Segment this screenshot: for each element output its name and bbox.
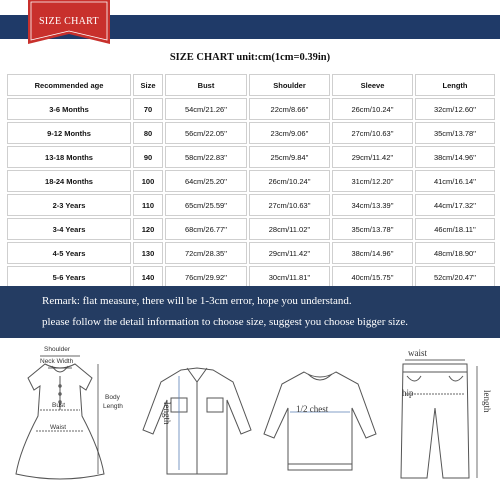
table-row	[7, 170, 495, 192]
cell-shoulder: 27cm/10.63''	[249, 194, 330, 216]
remark-line-2: please follow the detail information to choose size, suggest you choose bigger size.	[42, 316, 408, 328]
cell-age: 5-6 Years	[7, 266, 131, 288]
table-row	[7, 242, 495, 264]
cell-sleeve: 27cm/10.63''	[332, 122, 413, 144]
cell-length: 32cm/12.60''	[415, 98, 495, 120]
cell-length: 38cm/14.96''	[415, 146, 495, 168]
cell-bust: 64cm/25.20''	[165, 170, 247, 192]
cell-sleeve: 26cm/10.24''	[332, 98, 413, 120]
cell-shoulder: 28cm/11.02''	[249, 218, 330, 240]
cell-shoulder: 30cm/11.81''	[249, 266, 330, 288]
remark-banner	[0, 286, 500, 338]
shirt-diagram	[135, 338, 255, 500]
cell-sleeve: 31cm/12.20''	[332, 170, 413, 192]
cell-size: 80	[133, 122, 163, 144]
header-shoulder: Shoulder	[249, 74, 330, 96]
cell-length: 44cm/17.32''	[415, 194, 495, 216]
cell-shoulder: 23cm/9.06''	[249, 122, 330, 144]
cell-size: 120	[133, 218, 163, 240]
table-row	[7, 146, 495, 168]
dress-body-label: Body	[105, 394, 120, 401]
cell-size: 110	[133, 194, 163, 216]
cell-age: 13-18 Months	[7, 146, 131, 168]
header-bust: Bust	[165, 74, 247, 96]
shirt-length-label: length	[162, 402, 172, 425]
ribbon-label: SIZE CHART	[39, 16, 99, 27]
remark-line-1: Remark: flat measure, there will be 1-3cm error, hope you understand.	[42, 295, 352, 307]
cell-bust: 65cm/25.59''	[165, 194, 247, 216]
cell-size: 140	[133, 266, 163, 288]
header-sleeve: Sleeve	[332, 74, 413, 96]
cell-bust: 72cm/28.35''	[165, 242, 247, 264]
sweater-diagram	[260, 338, 380, 500]
cell-age: 3-4 Years	[7, 218, 131, 240]
cell-age: 4-5 Years	[7, 242, 131, 264]
table-row	[7, 122, 495, 144]
table-row	[7, 194, 495, 216]
cell-shoulder: 29cm/11.42''	[249, 242, 330, 264]
cell-sleeve: 29cm/11.42''	[332, 146, 413, 168]
header-size: Size	[133, 74, 163, 96]
cell-shoulder: 25cm/9.84''	[249, 146, 330, 168]
cell-bust: 76cm/29.92''	[165, 266, 247, 288]
dress-shoulder-label: Shoulder	[44, 346, 71, 353]
dress-waist-label: Waist	[50, 424, 67, 431]
cell-sleeve: 35cm/13.78''	[332, 218, 413, 240]
cell-shoulder: 26cm/10.24''	[249, 170, 330, 192]
table-row	[7, 98, 495, 120]
dress-length-label: Length	[103, 403, 123, 410]
pants-hip-label: hip	[402, 388, 414, 398]
cell-age: 18-24 Months	[7, 170, 131, 192]
cell-size: 100	[133, 170, 163, 192]
cell-size: 70	[133, 98, 163, 120]
cell-length: 35cm/13.78''	[415, 122, 495, 144]
pants-length-label: length	[482, 390, 492, 413]
cell-bust: 54cm/21.26''	[165, 98, 247, 120]
table-row	[7, 266, 495, 288]
cell-bust: 56cm/22.05''	[165, 122, 247, 144]
pants-waist-label: waist	[408, 348, 427, 358]
cell-length: 41cm/16.14''	[415, 170, 495, 192]
table-row	[7, 218, 495, 240]
cell-sleeve: 38cm/14.96''	[332, 242, 413, 264]
cell-bust: 58cm/22.83''	[165, 146, 247, 168]
size-table	[5, 72, 497, 290]
cell-shoulder: 22cm/8.66''	[249, 98, 330, 120]
cell-age: 2-3 Years	[7, 194, 131, 216]
cell-sleeve: 40cm/15.75''	[332, 266, 413, 288]
dress-neck-label: Neck Width	[40, 358, 74, 365]
cell-sleeve: 34cm/13.39''	[332, 194, 413, 216]
sweater-chest-label: 1/2 chest	[296, 404, 329, 414]
cell-age: 3-6 Months	[7, 98, 131, 120]
header-age: Recommended age	[7, 74, 131, 96]
cell-size: 130	[133, 242, 163, 264]
chart-title: SIZE CHART unit:cm(1cm=0.39in)	[169, 52, 331, 63]
cell-length: 46cm/18.11''	[415, 218, 495, 240]
cell-size: 90	[133, 146, 163, 168]
dress-bust-label: Bust	[52, 402, 66, 409]
cell-age: 9-12 Months	[7, 122, 131, 144]
header-length: Length	[415, 74, 495, 96]
cell-length: 48cm/18.90''	[415, 242, 495, 264]
cell-length: 52cm/20.47''	[415, 266, 495, 288]
cell-bust: 68cm/26.77''	[165, 218, 247, 240]
table-header-row	[7, 74, 495, 96]
measurement-diagrams	[0, 338, 500, 500]
pants-diagram	[385, 338, 500, 500]
